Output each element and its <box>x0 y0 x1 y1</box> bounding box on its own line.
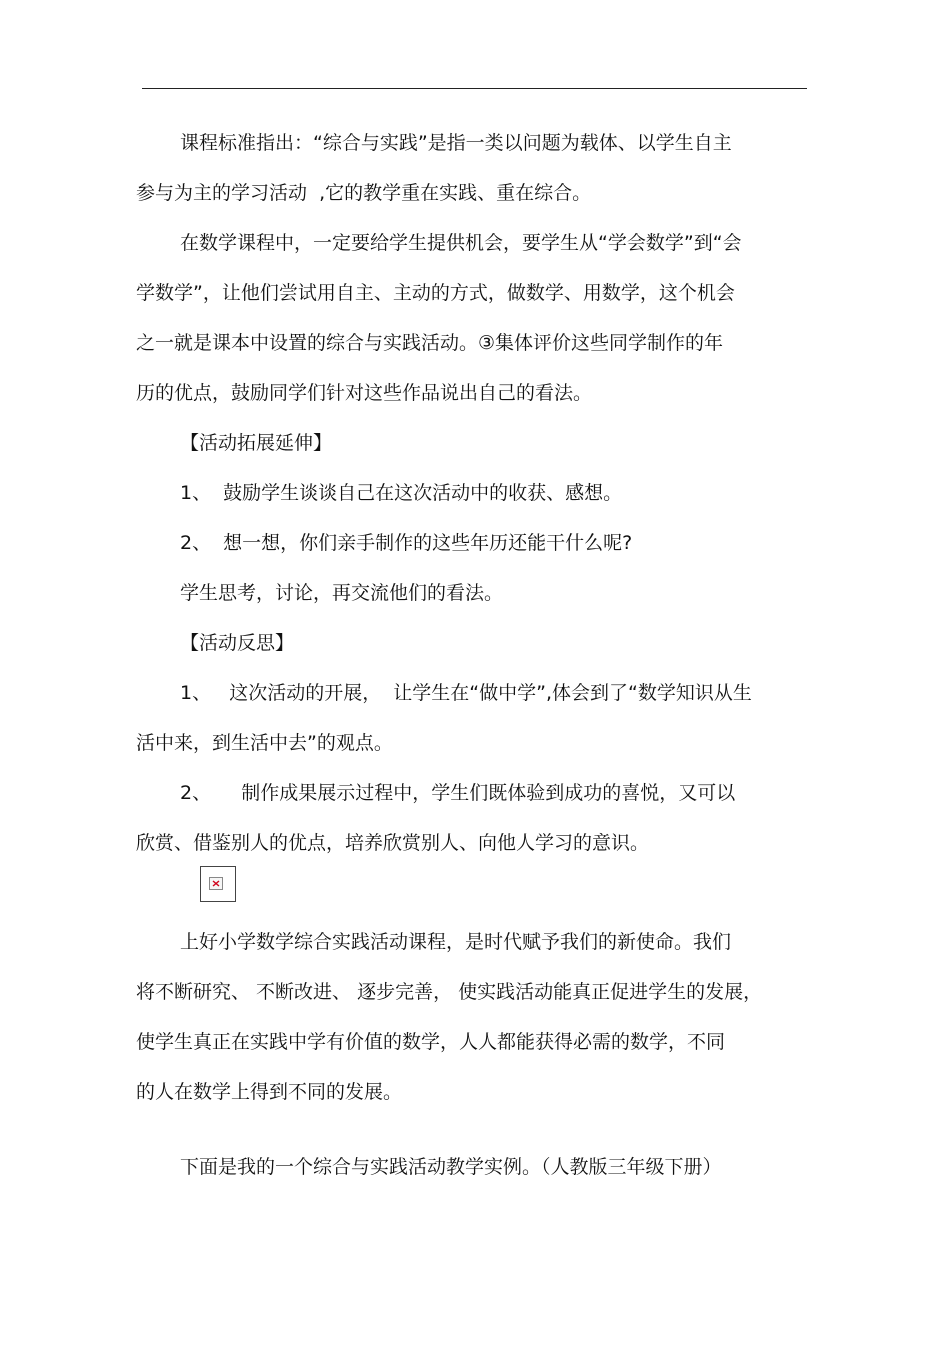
list-item: 1、 这次活动的开展， 让学生在“做中学”,体会到了“数学知识从生 <box>180 682 752 704</box>
paragraph-line: 活中来，到生活中去”的观点。 <box>136 732 393 754</box>
list-item: 2、 制作成果展示过程中，学生们既体验到成功的喜悦，又可以 <box>180 782 736 804</box>
paragraph-line: 欣赏、借鉴别人的优点，培养欣赏别人、向他人学习的意识。 <box>136 832 650 854</box>
paragraph-line: 历的优点，鼓励同学们针对这些作品说出自己的看法。 <box>136 382 593 404</box>
paragraph-line: 上好小学数学综合实践活动课程，是时代赋予我们的新使命。我们 <box>180 931 732 953</box>
paragraph-line: 在数学课程中，一定要给学生提供机会，要学生从“学会数学”到“会 <box>180 232 742 254</box>
paragraph-line: 使学生真正在实践中学有价值的数学，人人都能获得必需的数学，不同 <box>136 1031 726 1053</box>
paragraph-line: 学生思考，讨论，再交流他们的看法。 <box>180 582 504 604</box>
paragraph-line: 学数学”，让他们尝试用自主、主动的方式，做数学、用数学，这个机会 <box>136 282 735 304</box>
list-item: 1、 鼓励学生谈谈自己在这次活动中的收获、感想。 <box>180 482 623 504</box>
section-heading: 【活动拓展延伸】 <box>180 432 333 454</box>
header-rule <box>142 88 807 89</box>
paragraph-line: 的人在数学上得到不同的发展。 <box>136 1081 403 1103</box>
paragraph-line: 将不断研究、 不断改进、 逐步完善， 使实践活动能真正促进学生的发展， <box>136 981 763 1003</box>
paragraph-line: 课程标准指出：“综合与实践”是指一类以问题为载体、以学生自主 <box>180 132 732 154</box>
list-item: 2、 想一想，你们亲手制作的这些年历还能干什么呢? <box>180 532 633 554</box>
paragraph-line: 之一就是课本中设置的综合与实践活动。③集体评价这些同学制作的年 <box>136 332 724 354</box>
paragraph-line: 下面是我的一个综合与实践活动教学实例。（人教版三年级下册） <box>180 1156 722 1178</box>
section-heading: 【活动反思】 <box>180 632 295 654</box>
paragraph-line: 参与为主的学习活动 ,它的教学重在实践、重在综合。 <box>136 182 592 204</box>
broken-image-icon <box>200 866 236 902</box>
image-frame <box>209 877 223 890</box>
close-mark-icon <box>212 880 220 887</box>
